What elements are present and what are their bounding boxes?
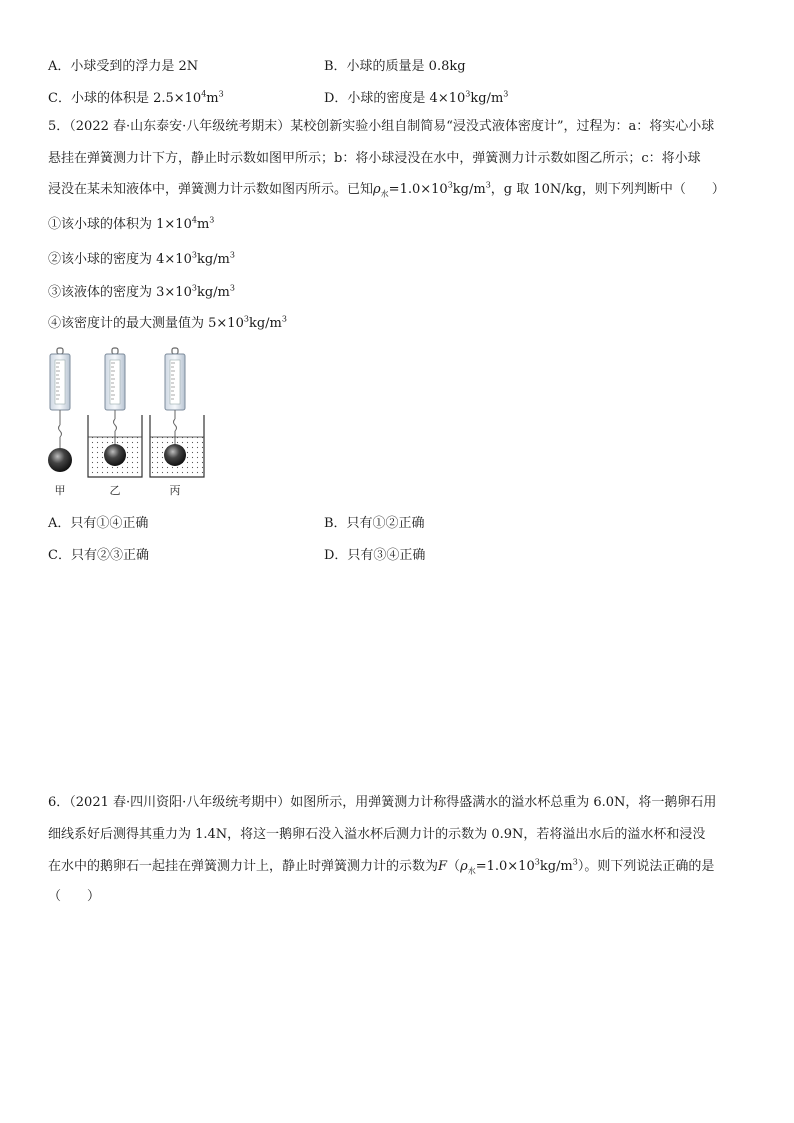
- q5-option-d: D．只有③④正确: [324, 548, 426, 563]
- figure-label-bing: 丙: [169, 484, 181, 497]
- q4-option-a: A．小球受到的浮力是 2N: [48, 59, 199, 74]
- q5-statement-2: ②该小球的密度为 $4\times 10^3kg/m^3$: [48, 250, 235, 267]
- q6-line-4: （ ）: [48, 889, 101, 904]
- q4-option-b: B．小球的质量是 0.8kg: [324, 59, 466, 74]
- q6-line-1: 6．（2021 春·四川资阳·八年级统考期中）如图所示，用弹簧测力计称得盛满水的溢水杯总重为 6.0N，将一鹅卵石用: [48, 795, 717, 810]
- figure-label-yi: 乙: [109, 484, 121, 497]
- q5-statement-1: ①该小球的体积为 $1\times 10^4m^3$: [48, 215, 215, 232]
- q5-line-1: 5．（2022 春·山东泰安·八年级统考期末）某校创新实验小组自制简易“浸没式液体密度计”，过程为：a：将实心小球: [48, 119, 715, 134]
- q5-statement-4: ④该密度计的最大测量值为 $5\times 10^3kg/m^3$: [48, 314, 287, 331]
- q5-option-a: A．只有①④正确: [48, 516, 149, 531]
- spring-scale-bing: [150, 348, 204, 477]
- q6-line-2: 细线系好后测得其重力为 1.4N，将这一鹅卵石没入溢水杯后测力计的示数为 0.9N，若将溢出水后的溢水杯和浸没: [48, 827, 706, 842]
- q5-line-2: 悬挂在弹簧测力计下方，静止时示数如图甲所示；b：将小球浸没在水中，弹簧测力计示数如图乙所示；c：将小球: [48, 151, 701, 166]
- spring-scale-yi: [88, 348, 142, 477]
- q5-statement-3: ③该液体的密度为 $3\times 10^3kg/m^3$: [48, 283, 235, 300]
- figure-label-jia: 甲: [54, 484, 66, 497]
- q4-option-d: D．小球的密度是 $4\times 10^3kg/m^3$: [324, 89, 509, 106]
- spring-scale-jia: [48, 348, 72, 472]
- spring-scale-figure: [40, 345, 220, 505]
- q6-line-3: 在水中的鹅卵石一起挂在弹簧测力计上，静止时弹簧测力计的示数为$F(\rho_水=1.0\times 10^3kg/m^3)$。则下列说法正确的是: [48, 857, 715, 876]
- q4-option-c: C．小球的体积是 $2.5\times 10^4m^3$: [48, 89, 224, 106]
- q5-line-3: 浸没在某未知液体中，弹簧测力计示数如图丙所示。已知$\rho_水=1.0\times 10^3kg/m^3$，g 取 10N/kg，则下列判断中（ ）: [48, 180, 725, 199]
- q5-option-b: B．只有①②正确: [324, 516, 425, 531]
- q5-option-c: C．只有②③正确: [48, 548, 149, 563]
